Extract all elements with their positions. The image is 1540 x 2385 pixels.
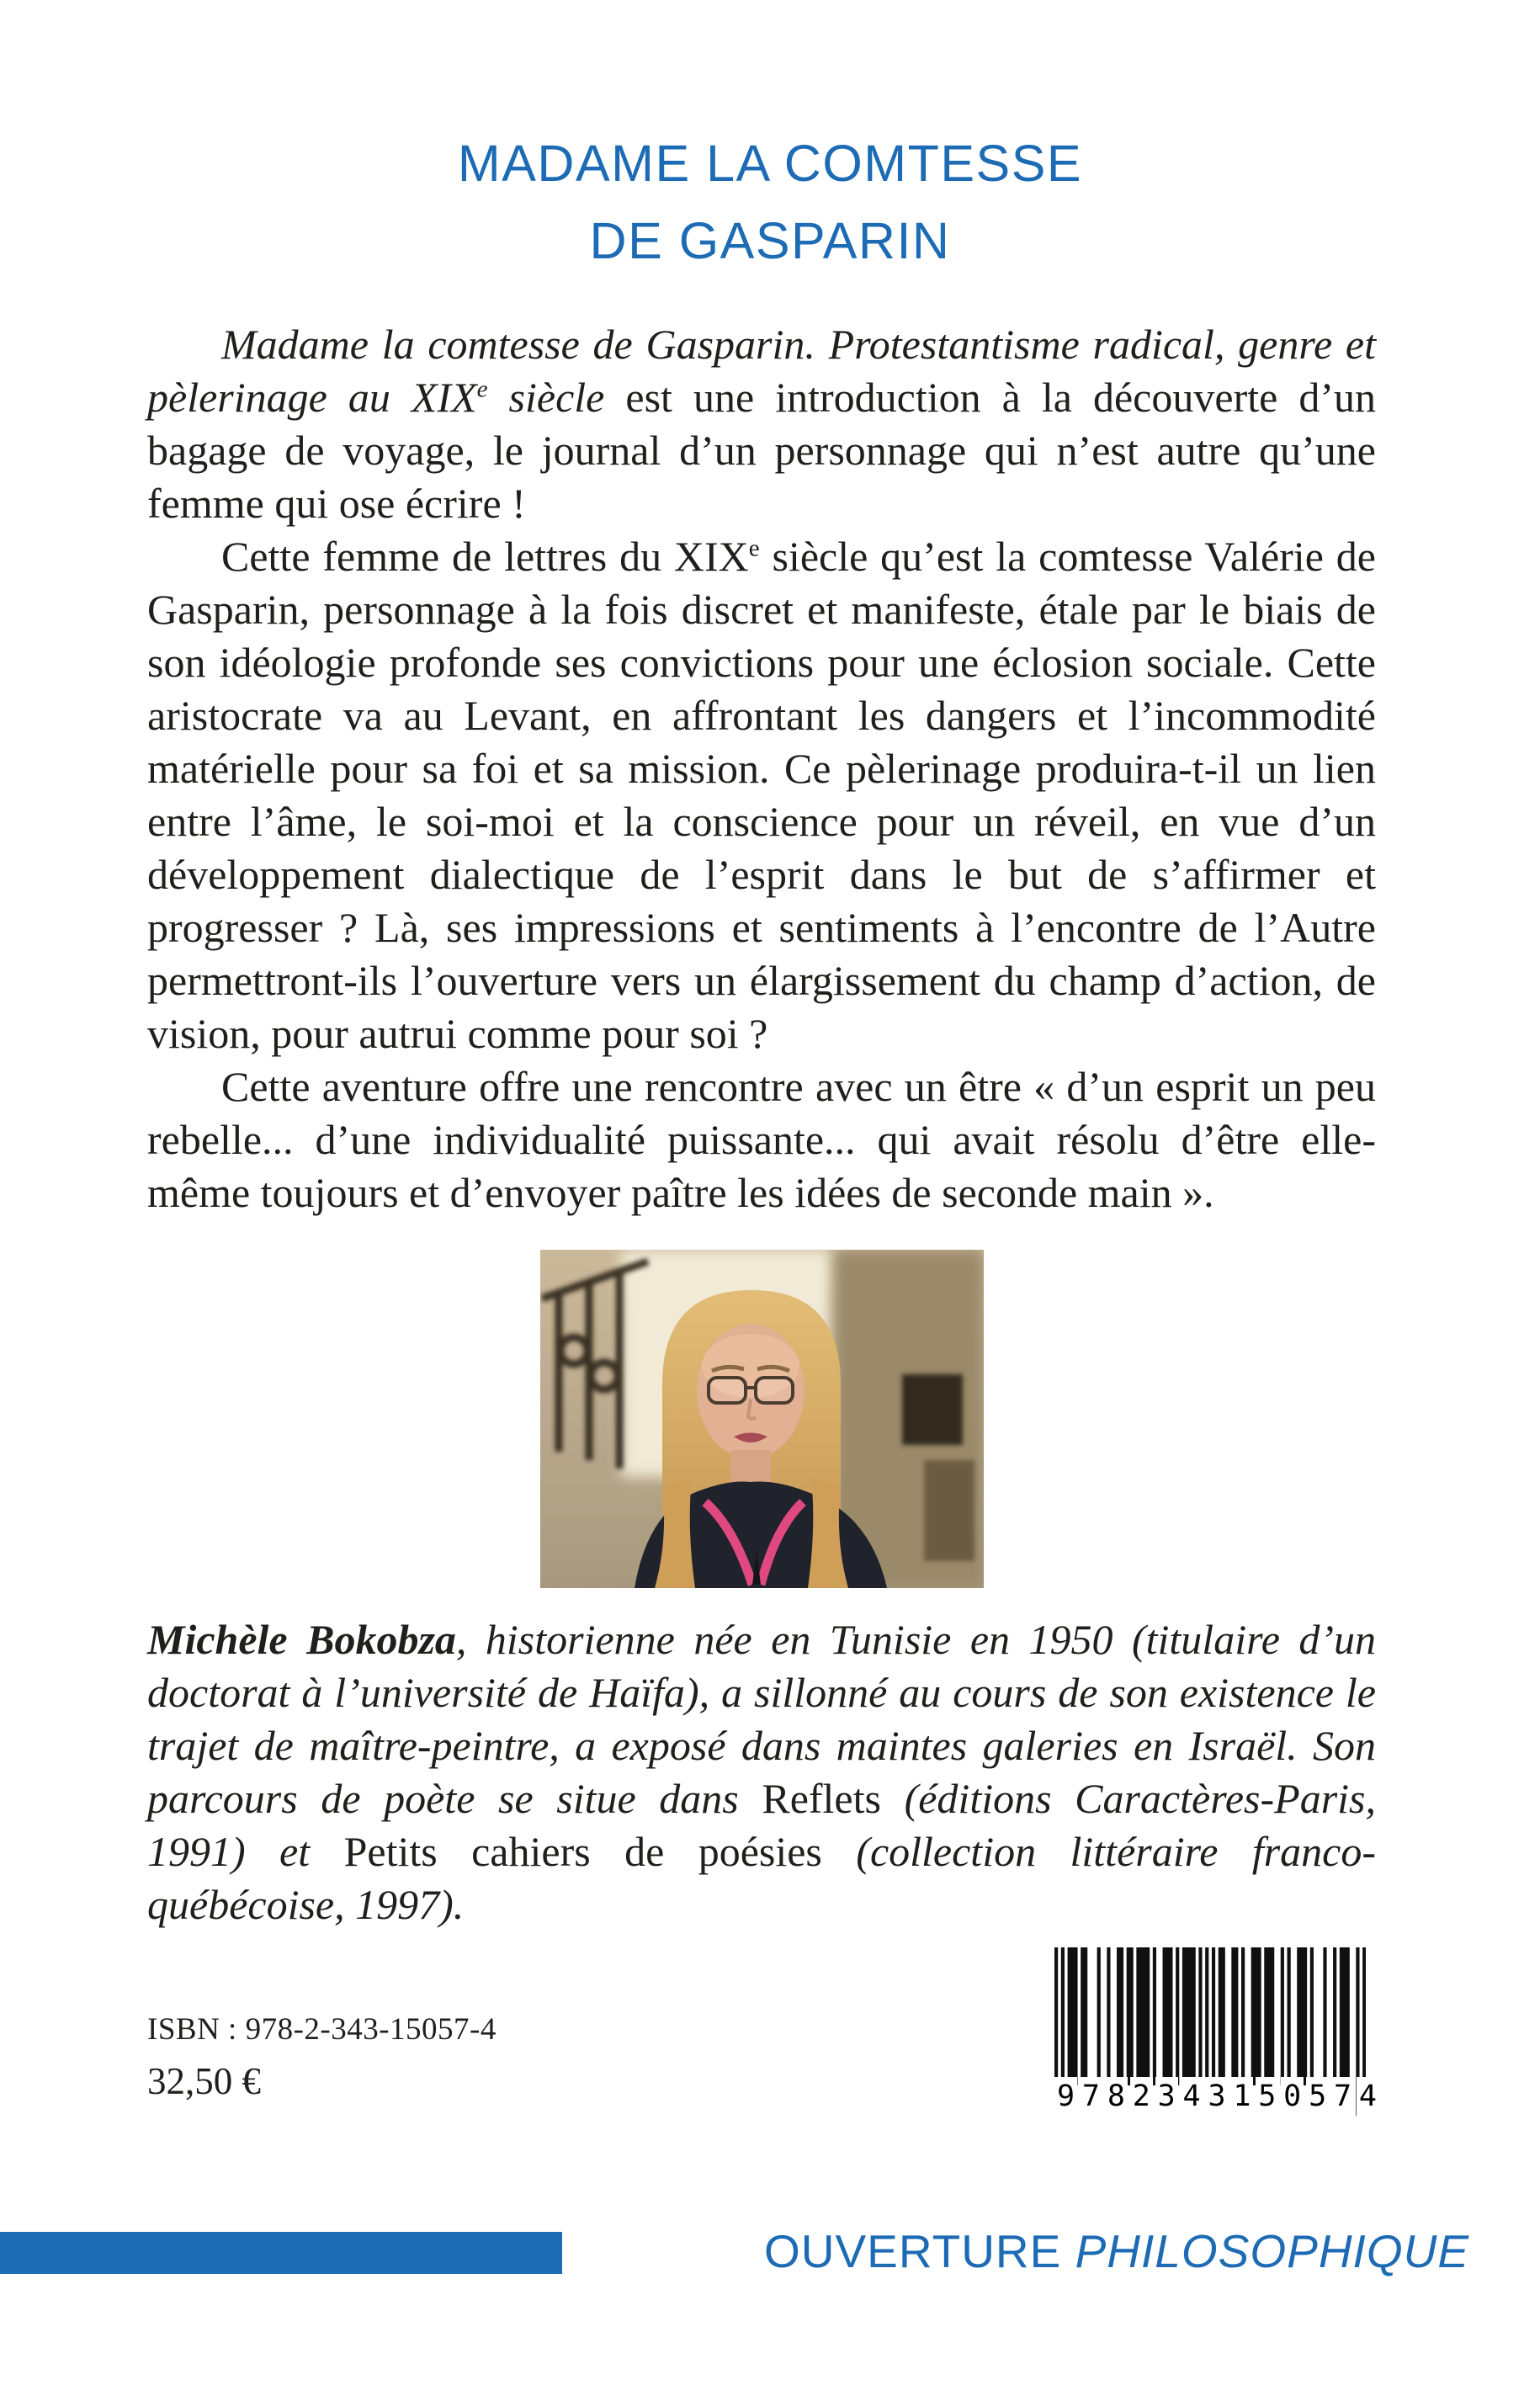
synopsis-text: est une introduction à la découverte d’un bagage de voyage, le journal d’un personnage qui n’est autre qu’une femme qui ose écrire !	[147, 374, 1376, 527]
synopsis-text: Cette femme de lettres du XIX	[221, 533, 749, 580]
barcode-digit: 7	[1080, 2077, 1102, 2116]
price-text: 32,50 €	[147, 2060, 261, 2102]
barcode-digit: 7	[1331, 2077, 1354, 2116]
author-bio	[147, 1613, 1376, 1931]
barcode-digits	[1054, 2077, 1379, 2116]
synopsis-paragraph-1	[147, 318, 1376, 530]
work-title-petits-cahiers: Petits cahiers de poésies	[343, 1828, 822, 1875]
barcode-digit: 5	[1306, 2077, 1329, 2116]
cited-title-part2: siècle	[487, 374, 605, 421]
bio-text: (éditions Caractères-Paris, 1991) et	[147, 1775, 1376, 1875]
barcode-digit: 4	[1181, 2077, 1203, 2116]
barcode-digit: 8	[1105, 2077, 1128, 2116]
bio-text: (collection littéraire franco-québécoise, 1997).	[147, 1828, 1377, 1928]
barcode-digit: 1	[1230, 2077, 1253, 2116]
barcode	[1048, 1944, 1386, 2116]
author-name: Michèle Bokobza	[147, 1616, 456, 1663]
superscript-e: e	[748, 534, 760, 562]
cited-title-part1: Madame la comtesse de Gasparin. Protestantisme radical, genre et pèlerinage au XIX	[147, 321, 1376, 421]
synopsis-paragraph-2	[147, 530, 1376, 1060]
work-title-reflets: Reflets	[762, 1775, 881, 1822]
synopsis-text: Cette aventure offre une rencontre avec un être « d’un esprit un peu rebelle... d’une individualité puissante... qui avait résolu d’être elle-même toujours et d’envoyer paître les idées de seconde main ».	[147, 1063, 1376, 1216]
barcode-digit: 3	[1155, 2077, 1178, 2116]
collection-color-bar	[0, 2232, 562, 2274]
author-photo	[540, 1250, 984, 1588]
collection-name-regular: OUVERTURE	[764, 2225, 1075, 2277]
author-photo-image	[540, 1250, 984, 1588]
barcode-digit: 4	[1357, 2077, 1379, 2116]
collection-name-italic: PHILOSOPHIQUE	[1075, 2225, 1469, 2277]
book-title-line1: MADAME LA COMTESSE	[457, 135, 1083, 192]
barcode-digit: 0	[1281, 2077, 1304, 2116]
barcode-digit: 2	[1130, 2077, 1153, 2116]
collection-name	[764, 2226, 1469, 2276]
synopsis	[147, 318, 1376, 1219]
isbn-block	[147, 2011, 497, 2103]
barcode-digit: 9	[1054, 2077, 1077, 2116]
superscript-e: e	[476, 375, 488, 403]
synopsis-text: siècle qu’est la comtesse Valérie de Gasparin, personnage à la fois discret et manifeste, étale par le biais de son idéologie profonde ses convictions pour une éclosion sociale. Cette aristocrate va au Levant, en affrontant les dangers et l’incommodité matérielle pour sa foi et sa mission. Ce pèlerinage produira-t-il un lien entre l’âme, le soi-moi et la conscience pour un réveil, en vue d’un développement dialectique de l’esprit dans le but de s’affirmer et progresser ? Là, ses impressions et sentiments à l’encontre de l’Autre permettront-ils l’ouverture vers un élargissement du champ d’action, de vision, pour autrui comme pour soi ?	[147, 533, 1376, 1057]
barcode-digit: 5	[1256, 2077, 1278, 2116]
book-title-line2: DE GASPARIN	[589, 212, 951, 269]
content-column	[147, 318, 1376, 1931]
barcode-digit: 3	[1205, 2077, 1228, 2116]
synopsis-paragraph-3	[147, 1060, 1376, 1219]
bio-text: , historienne née en Tunisie en 1950 (titulaire d’un doctorat à l’université de Haïfa), a sillonné au cours de son existence le trajet de maître-peintre, a exposé dans maintes galeries en Israël. Son parcours de poète se situe dans	[147, 1616, 1377, 1822]
isbn-text: ISBN : 978-2-343-15057-4	[147, 2012, 497, 2047]
book-title	[0, 125, 1540, 279]
